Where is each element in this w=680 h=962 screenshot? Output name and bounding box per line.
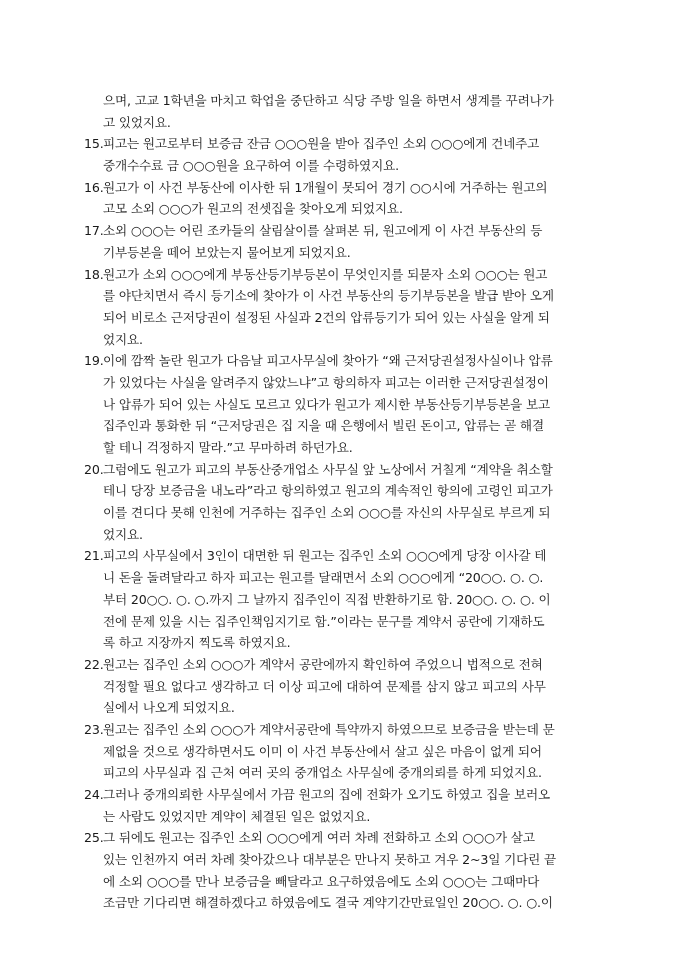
paragraph-line [84, 849, 604, 871]
numbered-paragraph [84, 654, 604, 719]
numbered-paragraph [84, 545, 604, 653]
line-text: 부터 20○○. ○. ○.까지 그 날까지 집주인이 직접 반환하기로 함. 20○○. ○. ○. 이 [103, 591, 551, 607]
numbered-paragraph [84, 264, 604, 351]
paragraph-line [84, 784, 604, 806]
paragraph-line [84, 480, 604, 502]
paragraph-line [84, 697, 604, 719]
line-text: 조금만 기다리면 해결하겠다고 하였음에도 결국 계약기간만료일인 20○○. ○. ○.이 [103, 895, 553, 911]
paragraph-number: 25. [84, 830, 104, 846]
numbered-paragraph [84, 133, 604, 176]
paragraph-line [84, 806, 604, 828]
paragraph-line [84, 654, 604, 676]
paragraph-line [84, 307, 604, 329]
numbered-paragraph [84, 177, 604, 220]
line-text: 나 압류가 되어 있는 사실도 모르고 있다가 원고가 제시한 부동산등기부등본을 보고 [103, 396, 551, 412]
line-text: 를 야단치면서 즉시 등기소에 찾아가 이 사건 부동산의 등기부등본을 발급 받아 오게 [103, 288, 554, 304]
paragraph-line [84, 567, 604, 589]
paragraph-line [84, 242, 604, 264]
line-text: 그러나 중개의뢰한 사무실에서 가끔 원고의 집에 전화가 오기도 하였고 집을 보러오 [103, 787, 551, 802]
numbered-paragraph [84, 459, 604, 546]
line-text: 원고는 집주인 소외 ○○○가 계약서공란에 특약까지 하였으므로 보증금을 받는데 문 [103, 721, 555, 737]
paragraph-line [84, 545, 604, 567]
line-text: 록 하고 지장까지 찍도록 하였지요. [103, 635, 291, 651]
line-text: 그럼에도 원고가 피고의 부동산중개업소 사무실 앞 노상에서 거칠게 “계약을 취소할 [103, 461, 553, 477]
paragraph-line [84, 198, 604, 220]
line-text: 원고가 소외 ○○○에게 부동산등기부등본이 무엇인지를 되묻자 소외 ○○○는 원고 [103, 266, 548, 282]
paragraph-line [84, 611, 604, 633]
paragraph-line [84, 524, 604, 546]
paragraph-number: 20. [84, 461, 104, 477]
paragraph-number: 23. [84, 721, 104, 737]
paragraph-line [84, 133, 604, 155]
continued-paragraph [84, 90, 604, 133]
paragraph-number: 24. [84, 787, 104, 802]
numbered-paragraph [84, 827, 604, 914]
paragraph-line [84, 350, 604, 372]
line-text: 중개수수료 금 ○○○원을 요구하여 이를 수령하였지요. [103, 158, 399, 174]
paragraph-number: 15. [84, 136, 104, 152]
paragraph-line [84, 177, 604, 199]
line-text: 전에 문제 있을 시는 집주인책임지기로 함.”이라는 문구를 계약서 공란에 기재하도 [103, 613, 545, 629]
paragraph-line [84, 415, 604, 437]
paragraph-line [84, 372, 604, 394]
document-body [84, 90, 604, 914]
paragraph-line [84, 632, 604, 654]
paragraph-line [84, 220, 604, 242]
paragraph-line [84, 502, 604, 524]
paragraph-line [84, 762, 604, 784]
line-text: 제없을 것으로 생각하면서도 이미 이 사건 부동산에서 살고 싶은 마음이 없게 되어 [103, 743, 542, 759]
line-text: 되어 비로소 근저당권이 설정된 사실과 2건의 압류등기가 되어 있는 사실을 알게 되 [103, 309, 550, 325]
line-text: 고모 소외 ○○○가 원고의 전셋집을 찾아오게 되었지요. [103, 201, 403, 217]
paragraph-line [84, 285, 604, 307]
paragraph-line [84, 155, 604, 177]
paragraph-line [84, 741, 604, 763]
paragraph-number: 19. [84, 353, 104, 369]
line-text: 실에서 나오게 되었지요. [103, 700, 235, 716]
paragraph-line [84, 827, 604, 849]
numbered-paragraph [84, 350, 604, 458]
line-text: 피고의 사무실과 집 근처 여러 곳의 중개업소 사무실에 중개의뢰를 하게 되었지요. [103, 765, 542, 781]
paragraph-number: 22. [84, 656, 104, 672]
paragraph-line [84, 871, 604, 893]
line-text: 할 테니 걱정하지 말라.”고 무마하려 하던가요. [103, 440, 353, 455]
paragraph-line [84, 329, 604, 351]
line-text: 피고의 사무실에서 3인이 대면한 뒤 원고는 집주인 소외 ○○○에게 당장 이사갈 테 [103, 548, 547, 564]
numbered-paragraph [84, 784, 604, 827]
line-text: 었지요. [103, 331, 143, 347]
line-text: 피고는 원고로부터 보증금 잔금 ○○○원을 받아 집주인 소외 ○○○에게 건네주고 [103, 136, 540, 152]
line-text: 에 소외 ○○○를 만나 보증금을 빼달라고 요구하였음에도 소외 ○○○는 그때마다 [103, 873, 540, 889]
line-text: 소외 ○○○는 어린 조카들의 살림살이를 살펴본 뒤, 원고에게 이 사건 부동산의 등 [103, 223, 543, 239]
line-text: 집주인과 통화한 뒤 “근저당권은 집 지을 때 은행에서 빌린 돈이고, 압류는 곧 해결 [103, 418, 544, 434]
numbered-paragraph [84, 220, 604, 263]
paragraph-line [84, 90, 604, 112]
line-text: 그 뒤에도 원고는 집주인 소외 ○○○에게 여러 차례 전화하고 소외 ○○○가 살고 [103, 830, 535, 846]
paragraph-line [84, 892, 604, 914]
paragraph-line [84, 589, 604, 611]
paragraph-line [84, 394, 604, 416]
paragraph-line [84, 112, 604, 134]
line-text: 가 있었다는 사실을 알려주지 않았느냐”고 항의하자 피고는 이러한 근저당권설정이 [103, 374, 549, 390]
line-text: 테니 당장 보증금을 내노라”라고 항의하였고 원고의 계속적인 항의에 고령인 피고가 [103, 483, 553, 499]
paragraph-line [84, 437, 604, 459]
line-text: 원고는 집주인 소외 ○○○가 계약서 공란에까지 확인하여 주었으니 법적으로 전혀 [103, 656, 543, 672]
line-text: 있는 인천까지 여러 차례 찾아갔으나 대부분은 만나지 못하고 겨우 2~3일 기다린 끝 [103, 852, 557, 868]
line-text: 기부등본을 떼어 보았는지 물어보게 되었지요. [103, 244, 351, 260]
line-text: 으며, 고교 1학년을 마치고 학업을 중단하고 식당 주방 일을 하면서 생계를 꾸려나가 [103, 93, 554, 108]
line-text: 니 돈을 돌려달라고 하자 피고는 원고를 달래면서 소외 ○○○에게 “20○○. ○. ○. [103, 570, 544, 586]
paragraph-line [84, 719, 604, 741]
line-text: 이에 깜짝 놀란 원고가 다음날 피고사무실에 찾아가 “왜 근저당권설정사실이나 압류 [103, 353, 553, 369]
line-text: 원고가 이 사건 부동산에 이사한 뒤 1개월이 못되어 경기 ○○시에 거주하는 원고의 [103, 179, 548, 195]
paragraph-number: 21. [84, 548, 104, 564]
line-text: 걱정할 필요 없다고 생각하고 더 이상 피고에 대하여 문제를 삼지 않고 피고의 사무 [103, 678, 546, 694]
line-text: 이를 견디다 못해 인천에 거주하는 집주인 소외 ○○○를 자신의 사무실로 부르게 되 [103, 505, 551, 521]
paragraph-line [84, 264, 604, 286]
paragraph-number: 17. [84, 223, 104, 239]
numbered-paragraph [84, 719, 604, 784]
paragraph-line [84, 676, 604, 698]
paragraph-number: 16. [84, 179, 104, 195]
paragraph-number: 18. [84, 266, 104, 282]
line-text: 는 사람도 있었지만 계약이 체결된 일은 없었지요. [103, 808, 371, 824]
line-text: 고 있었지요. [103, 114, 171, 130]
line-text: 었지요. [103, 526, 143, 542]
paragraph-line [84, 459, 604, 481]
